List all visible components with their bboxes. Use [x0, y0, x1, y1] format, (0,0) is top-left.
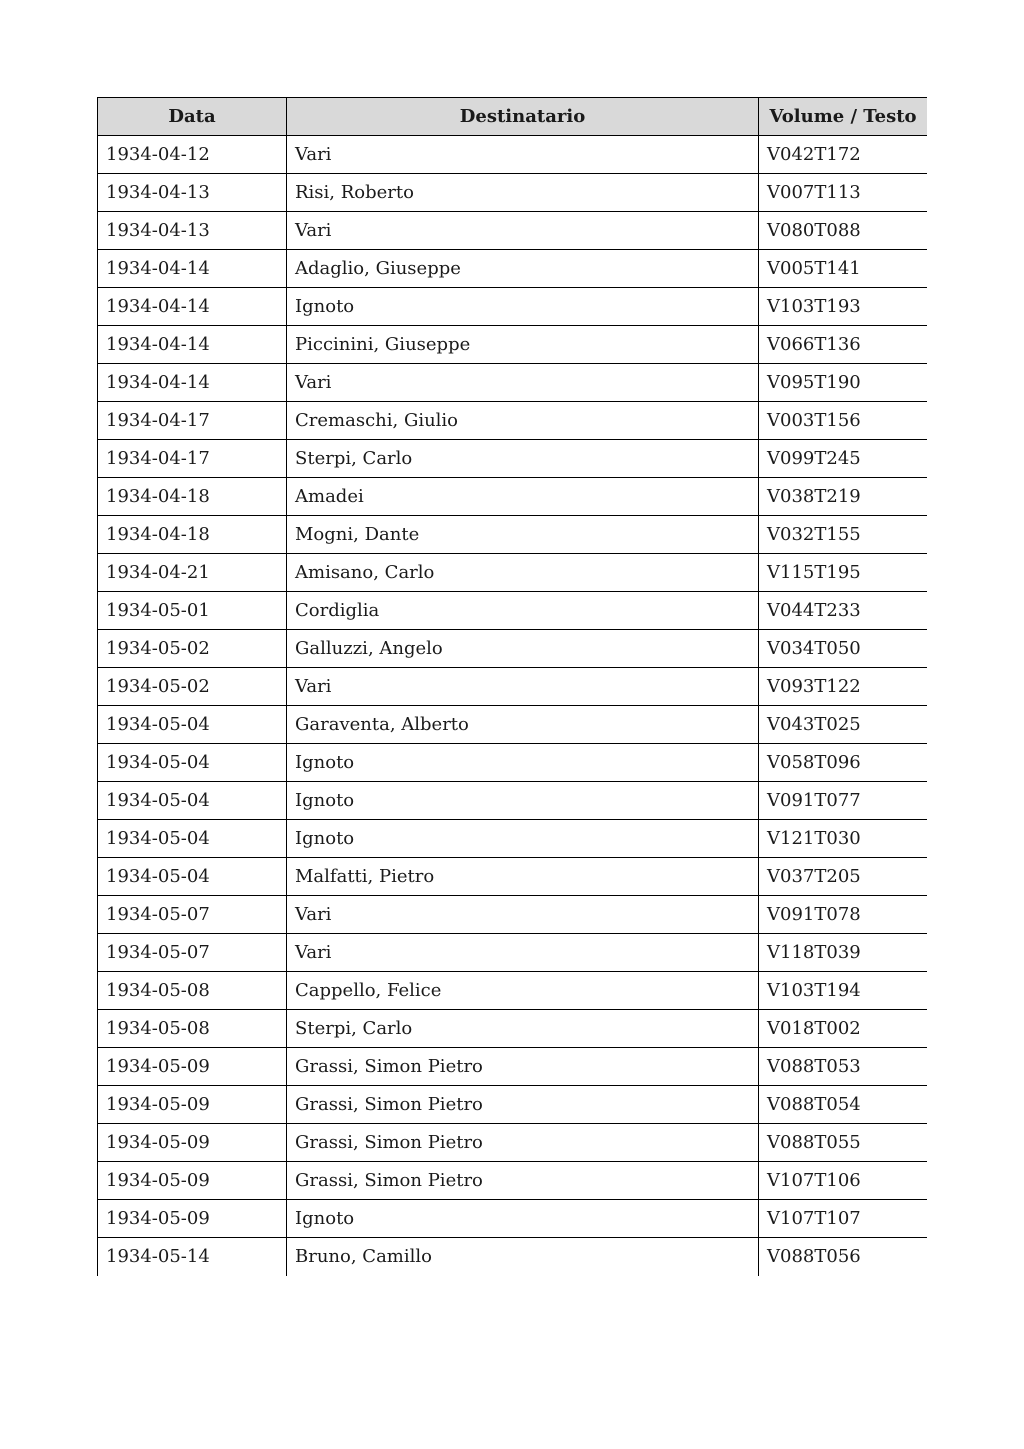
- table-row: [98, 782, 928, 820]
- date-cell: 1934-05-09: [98, 1162, 287, 1200]
- table-row: [98, 858, 928, 896]
- date-cell: 1934-05-07: [98, 896, 287, 934]
- recipient-cell: Vari: [287, 136, 759, 174]
- recipient-cell: Malfatti, Pietro: [287, 858, 759, 896]
- table-body: [98, 136, 928, 1276]
- table-row: [98, 1238, 928, 1276]
- date-cell: 1934-05-07: [98, 934, 287, 972]
- volume-cell: V118T039: [759, 934, 928, 972]
- date-cell: 1934-04-17: [98, 402, 287, 440]
- recipient-cell: Sterpi, Carlo: [287, 440, 759, 478]
- volume-cell: V088T053: [759, 1048, 928, 1086]
- recipient-cell: Grassi, Simon Pietro: [287, 1086, 759, 1124]
- recipient-cell: Mogni, Dante: [287, 516, 759, 554]
- header-volume-testo: Volume / Testo: [759, 98, 928, 136]
- recipient-cell: Cremaschi, Giulio: [287, 402, 759, 440]
- volume-cell: V095T190: [759, 364, 928, 402]
- date-cell: 1934-05-04: [98, 858, 287, 896]
- table-row: [98, 934, 928, 972]
- table-row: [98, 174, 928, 212]
- date-cell: 1934-05-09: [98, 1048, 287, 1086]
- volume-cell: V058T096: [759, 744, 928, 782]
- table-row: [98, 1162, 928, 1200]
- volume-cell: V007T113: [759, 174, 928, 212]
- date-cell: 1934-04-18: [98, 478, 287, 516]
- recipient-cell: Ignoto: [287, 744, 759, 782]
- date-cell: 1934-05-09: [98, 1200, 287, 1238]
- volume-cell: V042T172: [759, 136, 928, 174]
- header-data: Data: [98, 98, 287, 136]
- date-cell: 1934-04-12: [98, 136, 287, 174]
- volume-cell: V080T088: [759, 212, 928, 250]
- volume-cell: V018T002: [759, 1010, 928, 1048]
- volume-cell: V043T025: [759, 706, 928, 744]
- date-cell: 1934-05-08: [98, 972, 287, 1010]
- table-row: [98, 326, 928, 364]
- volume-cell: V003T156: [759, 402, 928, 440]
- volume-cell: V088T056: [759, 1238, 928, 1276]
- date-cell: 1934-04-21: [98, 554, 287, 592]
- table-row: [98, 592, 928, 630]
- date-cell: 1934-04-18: [98, 516, 287, 554]
- date-cell: 1934-05-02: [98, 668, 287, 706]
- volume-cell: V034T050: [759, 630, 928, 668]
- date-cell: 1934-05-08: [98, 1010, 287, 1048]
- date-cell: 1934-04-14: [98, 326, 287, 364]
- date-cell: 1934-04-14: [98, 250, 287, 288]
- volume-cell: V032T155: [759, 516, 928, 554]
- table-row: [98, 288, 928, 326]
- table-row: [98, 1200, 928, 1238]
- date-cell: 1934-05-04: [98, 744, 287, 782]
- volume-cell: V005T141: [759, 250, 928, 288]
- date-cell: 1934-04-17: [98, 440, 287, 478]
- volume-cell: V038T219: [759, 478, 928, 516]
- recipient-cell: Vari: [287, 212, 759, 250]
- table-row: [98, 136, 928, 174]
- recipient-cell: Ignoto: [287, 288, 759, 326]
- volume-cell: V088T054: [759, 1086, 928, 1124]
- date-cell: 1934-05-04: [98, 782, 287, 820]
- recipient-cell: Cordiglia: [287, 592, 759, 630]
- table-row: [98, 250, 928, 288]
- table-row: [98, 440, 928, 478]
- table-row: [98, 1086, 928, 1124]
- date-cell: 1934-05-04: [98, 820, 287, 858]
- recipient-cell: Amisano, Carlo: [287, 554, 759, 592]
- recipient-cell: Bruno, Camillo: [287, 1238, 759, 1276]
- volume-cell: V099T245: [759, 440, 928, 478]
- volume-cell: V121T030: [759, 820, 928, 858]
- volume-cell: V115T195: [759, 554, 928, 592]
- recipient-cell: Risi, Roberto: [287, 174, 759, 212]
- date-cell: 1934-05-02: [98, 630, 287, 668]
- recipient-cell: Sterpi, Carlo: [287, 1010, 759, 1048]
- table-row: [98, 1124, 928, 1162]
- table-row: [98, 1010, 928, 1048]
- recipient-cell: Amadei: [287, 478, 759, 516]
- header-row: [98, 98, 928, 136]
- recipient-cell: Ignoto: [287, 820, 759, 858]
- header-destinatario: Destinatario: [287, 98, 759, 136]
- date-cell: 1934-04-13: [98, 174, 287, 212]
- recipient-cell: Grassi, Simon Pietro: [287, 1048, 759, 1086]
- recipient-cell: Ignoto: [287, 1200, 759, 1238]
- table-row: [98, 706, 928, 744]
- table-row: [98, 554, 928, 592]
- table-row: [98, 896, 928, 934]
- letters-table-container: [97, 97, 927, 1312]
- date-cell: 1934-05-04: [98, 706, 287, 744]
- recipient-cell: Garaventa, Alberto: [287, 706, 759, 744]
- table-row: [98, 516, 928, 554]
- date-cell: 1934-05-01: [98, 592, 287, 630]
- recipient-cell: Piccinini, Giuseppe: [287, 326, 759, 364]
- table-row: [98, 212, 928, 250]
- table-row: [98, 364, 928, 402]
- table-row: [98, 972, 928, 1010]
- volume-cell: V107T106: [759, 1162, 928, 1200]
- recipient-cell: Ignoto: [287, 782, 759, 820]
- recipient-cell: Vari: [287, 364, 759, 402]
- date-cell: 1934-04-14: [98, 364, 287, 402]
- table-row: [98, 744, 928, 782]
- table-row: [98, 478, 928, 516]
- date-cell: 1934-04-14: [98, 288, 287, 326]
- date-cell: 1934-05-09: [98, 1086, 287, 1124]
- volume-cell: V088T055: [759, 1124, 928, 1162]
- letters-table: [97, 97, 927, 1276]
- volume-cell: V103T194: [759, 972, 928, 1010]
- recipient-cell: Vari: [287, 896, 759, 934]
- volume-cell: V091T078: [759, 896, 928, 934]
- volume-cell: V093T122: [759, 668, 928, 706]
- volume-cell: V091T077: [759, 782, 928, 820]
- table-header: [98, 98, 928, 136]
- recipient-cell: Vari: [287, 668, 759, 706]
- table-row: [98, 1048, 928, 1086]
- volume-cell: V037T205: [759, 858, 928, 896]
- volume-cell: V103T193: [759, 288, 928, 326]
- recipient-cell: Galluzzi, Angelo: [287, 630, 759, 668]
- volume-cell: V066T136: [759, 326, 928, 364]
- recipient-cell: Adaglio, Giuseppe: [287, 250, 759, 288]
- recipient-cell: Grassi, Simon Pietro: [287, 1124, 759, 1162]
- date-cell: 1934-04-13: [98, 212, 287, 250]
- volume-cell: V107T107: [759, 1200, 928, 1238]
- date-cell: 1934-05-14: [98, 1238, 287, 1276]
- recipient-cell: Grassi, Simon Pietro: [287, 1162, 759, 1200]
- table-row: [98, 668, 928, 706]
- recipient-cell: Cappello, Felice: [287, 972, 759, 1010]
- table-row: [98, 630, 928, 668]
- volume-cell: V044T233: [759, 592, 928, 630]
- table-row: [98, 402, 928, 440]
- table-row: [98, 820, 928, 858]
- date-cell: 1934-05-09: [98, 1124, 287, 1162]
- recipient-cell: Vari: [287, 934, 759, 972]
